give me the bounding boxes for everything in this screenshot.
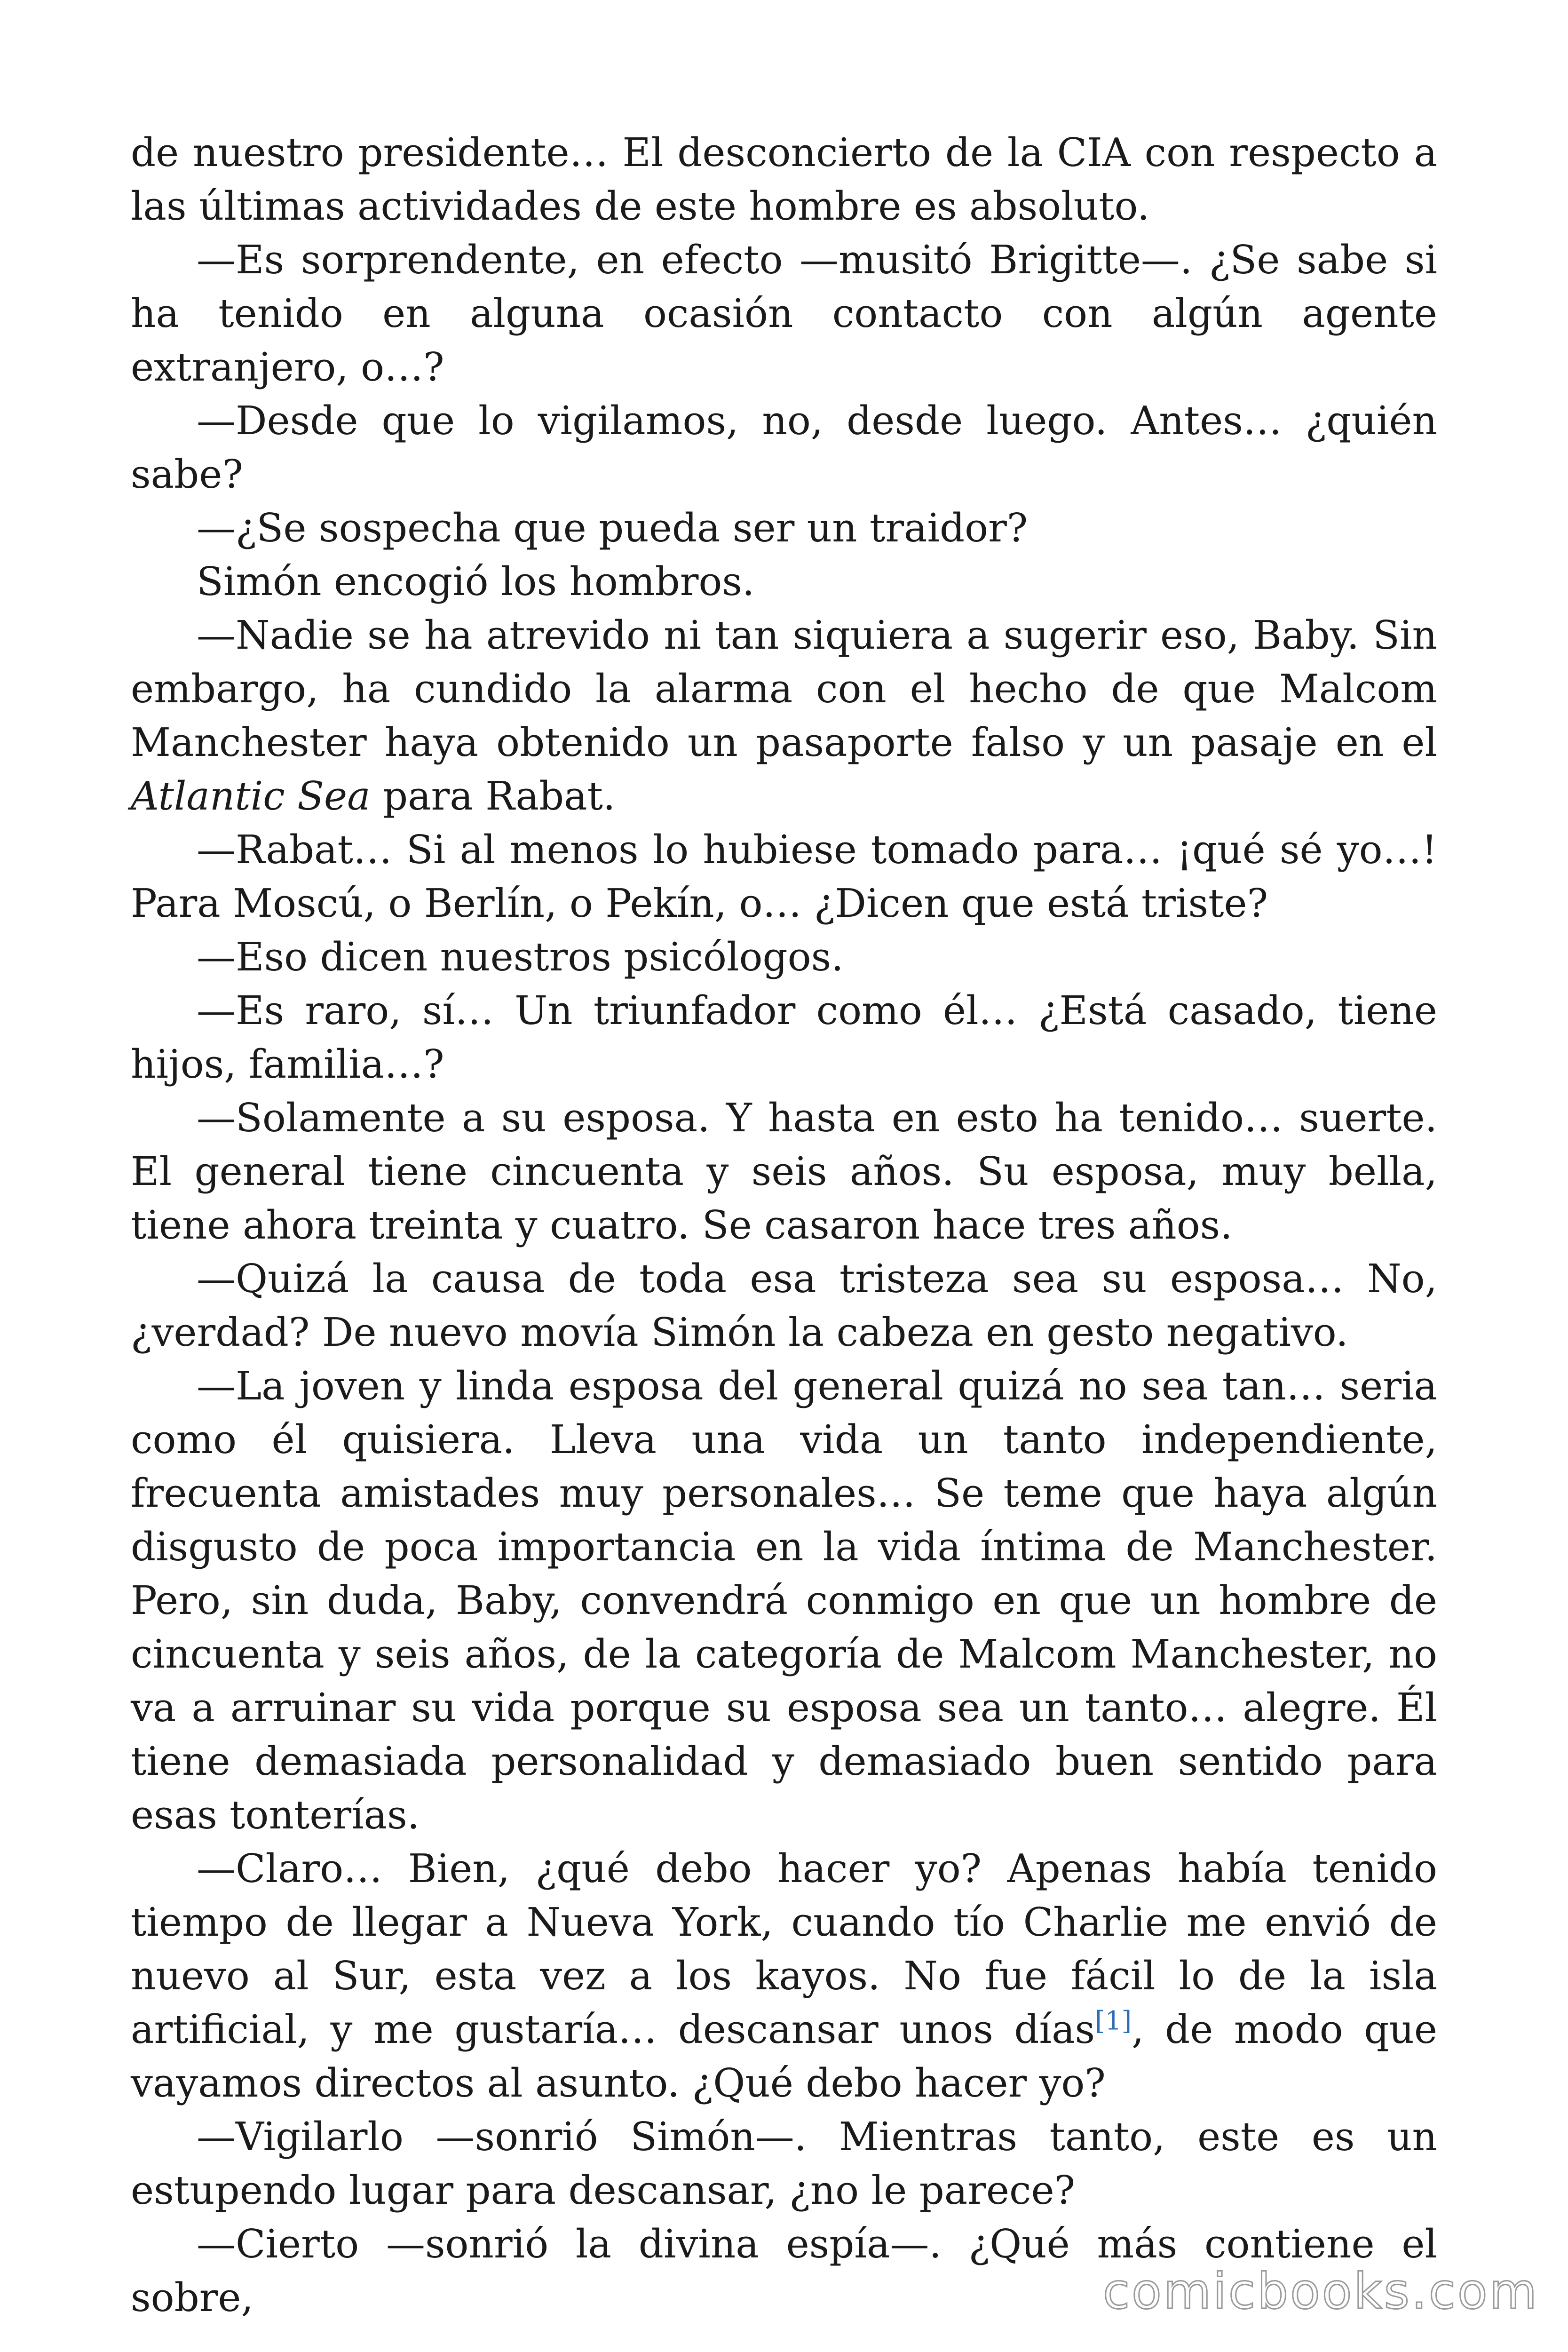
paragraph-11: —Quizá la causa de toda esa tristeza sea su esposa… No, ¿verdad? De nuevo movía Simón la cabeza en gesto negativo. bbox=[131, 1256, 1437, 1355]
paragraph-10: —Solamente a su esposa. Y hasta en esto ha tenido… suerte. El general tiene cincuenta y seis años. Su esposa, muy bella, tiene ahora treinta y cuatro. Se casaron hace tres años. bbox=[131, 1095, 1437, 1248]
paragraph-13-text-before: —Claro… Bien, ¿qué debo hacer yo? Apenas había tenido tiempo de llegar a Nueva York, cuando tío Charlie me envió de nuevo al Sur, esta vez a los kayos. No fue fácil lo de la isla artificial, y me gustaría… descansar unos días bbox=[131, 1846, 1437, 2052]
paragraph-6 bbox=[131, 609, 1437, 823]
watermark-logo: comicbooks.com bbox=[1102, 2263, 1539, 2320]
paragraph-4: —¿Se sospecha que pueda ser un traidor? bbox=[197, 505, 1028, 551]
paragraph-2: —Es sorprendente, en efecto —musitó Brigitte—. ¿Se sabe si ha tenido en alguna ocasión contacto con algún agente extranjero, o…? bbox=[131, 237, 1437, 390]
paragraph-6-text-after: para Rabat. bbox=[370, 773, 616, 819]
paragraph-14: —Vigilarlo —sonrió Simón—. Mientras tanto, este es un estupendo lugar para descansar, ¿no le parece? bbox=[131, 2114, 1437, 2213]
paragraph-13 bbox=[131, 1842, 1437, 2110]
paragraph-8: —Eso dicen nuestros psicólogos. bbox=[197, 934, 844, 980]
paragraph-9: —Es raro, sí… Un triunfador como él… ¿Está casado, tiene hijos, familia…? bbox=[131, 988, 1437, 1087]
paragraph-5: Simón encogió los hombros. bbox=[197, 559, 755, 604]
footnote-link[interactable]: [1] bbox=[1095, 2005, 1132, 2036]
paragraph-15: —Cierto —sonrió la divina espía—. ¿Qué más contiene el sobre, bbox=[131, 2221, 1437, 2320]
ship-name-italic: Atlantic Sea bbox=[131, 773, 371, 819]
paragraph-6-text-before: —Nadie se ha atrevido ni tan siquiera a sugerir eso, Baby. Sin embargo, ha cundido la alarma con el hecho de que Malcom Manchester haya obtenido un pasaporte falso y un pasaje en el bbox=[131, 612, 1437, 765]
paragraph-13-text-after: , de modo que vayamos directos al asunto. ¿Qué debo hacer yo? bbox=[131, 2007, 1438, 2106]
paragraph-1: de nuestro presidente… El desconcierto de la CIA con respecto a las últimas actividades de este hombre es absoluto. bbox=[131, 130, 1437, 229]
paragraph-3: —Desde que lo vigilamos, no, desde luego. Antes… ¿quién sabe? bbox=[131, 398, 1437, 497]
paragraph-7: —Rabat… Si al menos lo hubiese tomado para… ¡qué sé yo…! Para Moscú, o Berlín, o Pekín, o… ¿Dicen que está triste? bbox=[131, 827, 1437, 926]
paragraph-12: —La joven y linda esposa del general quizá no sea tan… seria como él quisiera. Lleva una vida un tanto independiente, frecuenta amistades muy personales… Se teme que haya algún disgusto de poca importancia en la vida íntima de Manchester. Pero, sin duda, Baby, convendrá conmigo en que un hombre de cincuenta y seis años, de la categoría de Malcom Manchester, no va a arruinar su vida porque su esposa sea un tanto… alegre. Él tiene demasiada personalidad y demasiado buen sentido para esas tonterías. bbox=[131, 1363, 1437, 1838]
